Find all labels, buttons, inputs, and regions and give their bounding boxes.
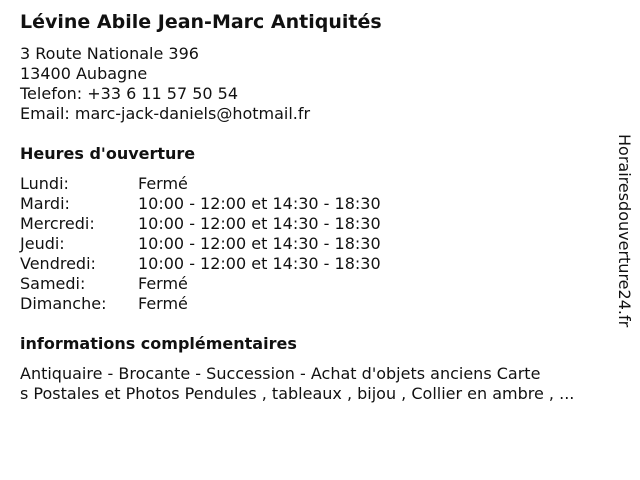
hours-row-tuesday — [20, 194, 381, 214]
time-value: 10:00 - 12:00 et 14:30 - 18:30 — [138, 254, 381, 273]
hours-row-wednesday — [20, 214, 381, 234]
business-name: Lévine Abile Jean-Marc Antiquités — [20, 11, 382, 33]
info-heading: informations complémentaires — [20, 334, 297, 353]
day-label: Mardi: — [20, 194, 70, 213]
day-label: Vendredi: — [20, 254, 96, 273]
address-city: 13400 Aubagne — [20, 64, 148, 83]
time-value: Fermé — [138, 294, 188, 313]
time-value: 10:00 - 12:00 et 14:30 - 18:30 — [138, 194, 381, 213]
hours-row-saturday — [20, 274, 381, 294]
opening-hours-table — [20, 174, 381, 314]
day-label: Samedi: — [20, 274, 86, 293]
contact-block — [20, 44, 310, 124]
day-label: Jeudi: — [20, 234, 65, 253]
watermark-text: Horairesdouverture24.fr — [615, 134, 634, 328]
hours-row-thursday — [20, 234, 381, 254]
day-label: Mercredi: — [20, 214, 95, 233]
email-address[interactable]: Email: marc-jack-daniels@hotmail.fr — [20, 104, 311, 123]
day-label: Lundi: — [20, 174, 69, 193]
time-value: 10:00 - 12:00 et 14:30 - 18:30 — [138, 234, 381, 253]
site-watermark — [614, 134, 634, 344]
time-value: 10:00 - 12:00 et 14:30 - 18:30 — [138, 214, 381, 233]
info-line: Antiquaire - Brocante - Succession - Achat d'objets anciens Carte — [20, 364, 541, 383]
time-value: Fermé — [138, 174, 188, 193]
info-line: s Postales et Photos Pendules , tableaux , bijou , Collier en ambre , ... — [20, 384, 575, 403]
time-value: Fermé — [138, 274, 188, 293]
hours-row-monday — [20, 174, 381, 194]
phone-number[interactable]: Telefon: +33 6 11 57 50 54 — [20, 84, 239, 103]
day-label: Dimanche: — [20, 294, 107, 313]
address-street: 3 Route Nationale 396 — [20, 44, 199, 63]
additional-info — [20, 364, 574, 404]
hours-heading: Heures d'ouverture — [20, 144, 196, 163]
hours-row-friday — [20, 254, 381, 274]
hours-row-sunday — [20, 294, 381, 314]
